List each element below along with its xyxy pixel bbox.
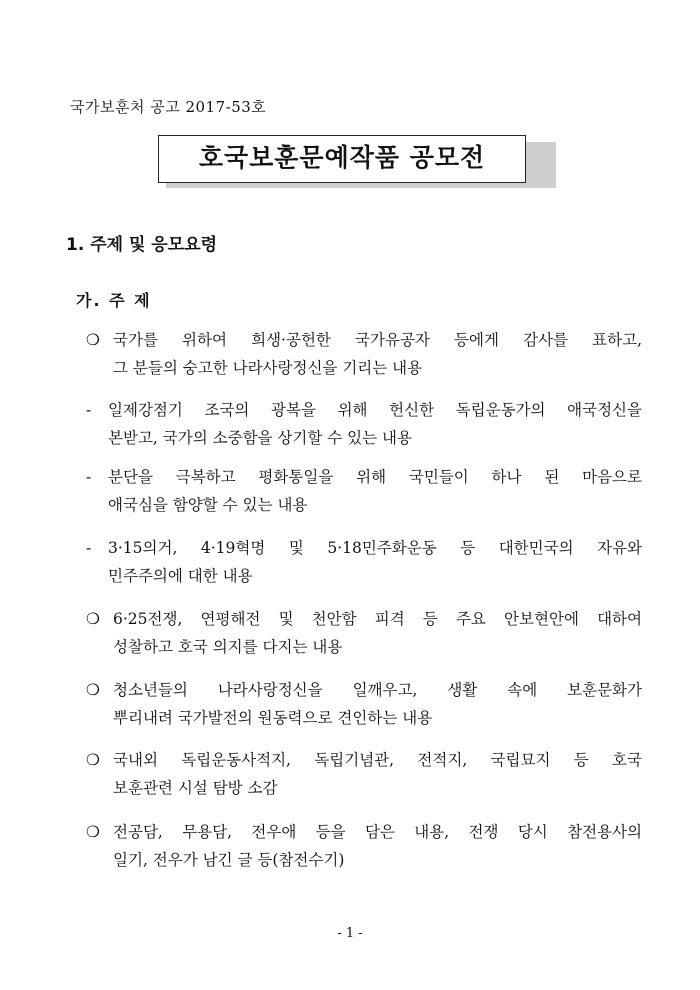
topic-item-line: 국가를 위하여 희생·공헌한 국가유공자 등에게 감사를 표하고, (113, 331, 642, 349)
topic-item-line: 청소년들의 나라사랑정신을 일깨우고, 생활 속에 보훈문화가 (113, 681, 642, 699)
topic-item-line: 일기, 전우가 남긴 글 등(참전수기) (113, 851, 345, 869)
circle-bullet-icon: ❍ (86, 331, 100, 349)
topic-item (86, 818, 642, 874)
topic-item-line: 일제강점기 조국의 광복을 위해 헌신한 독립운동가의 애국정신을 (108, 401, 642, 419)
dash-bullet-icon: - (86, 401, 92, 419)
topic-item-line: 뿌리내려 국가발전의 원동력으로 견인하는 내용 (113, 709, 433, 727)
circle-bullet-icon: ❍ (86, 610, 100, 628)
circle-bullet-icon: ❍ (86, 751, 100, 769)
topic-item-line: 분단을 극복하고 평화통일을 위해 국민들이 하나 된 마음으로 (108, 468, 642, 486)
topic-item-line: 보훈관련 시설 탐방 소감 (113, 779, 278, 797)
topic-item (86, 326, 642, 382)
notice-number: 국가보훈처 공고 2017-53호 (70, 98, 267, 116)
topic-item-line: 전공담, 무용담, 전우애 등을 담은 내용, 전쟁 당시 참전용사의 (113, 823, 642, 841)
topic-item (86, 746, 642, 802)
topic-item-line: 3·15의거, 4·19혁명 및 5·18민주화운동 등 대한민국의 자유와 (108, 539, 642, 557)
dash-bullet-icon: - (86, 468, 92, 486)
section-heading: 1. 주제 및 응모요령 (66, 235, 217, 255)
topic-item-line: 애국심을 함양할 수 있는 내용 (108, 496, 308, 514)
topic-item-line: 국내외 독립운동사적지, 독립기념관, 전적지, 국립묘지 등 호국 (113, 751, 642, 769)
topic-item-line: 민주주의에 대한 내용 (108, 567, 253, 585)
topic-item-line: 본받고, 국가의 소중함을 상기할 수 있는 내용 (108, 429, 413, 447)
circle-bullet-icon: ❍ (86, 681, 100, 699)
topic-item (86, 676, 642, 732)
topic-item-line: 6·25전쟁, 연평해전 및 천안함 피격 등 주요 안보현안에 대하여 (113, 610, 642, 628)
topic-sub-item (86, 463, 642, 519)
topic-sub-item (86, 534, 642, 590)
circle-bullet-icon: ❍ (86, 823, 100, 841)
subsection-heading: 가. 주 제 (76, 291, 152, 310)
topic-item-line: 성찰하고 호국 의지를 다지는 내용 (113, 638, 343, 656)
topic-item (86, 605, 642, 661)
dash-bullet-icon: - (86, 539, 92, 557)
document-title: 호국보훈문예작품 공모전 (158, 135, 526, 183)
topic-sub-item (86, 396, 642, 452)
topic-item-line: 그 분들의 숭고한 나라사랑정신을 기리는 내용 (113, 359, 423, 377)
page-number: - 1 - (337, 926, 363, 941)
